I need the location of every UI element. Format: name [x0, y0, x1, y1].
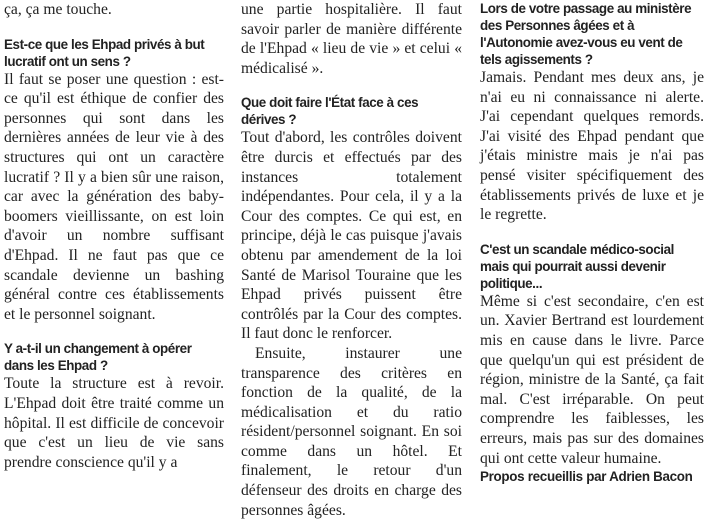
- question-political-scandal: C'est un scandale médico-social mais qui pourrait aussi devenir politique...: [480, 241, 674, 291]
- column-1: [4, 0, 224, 472]
- column-2: [241, 0, 462, 520]
- answer-private-ehpad: Il faut se poser une question : est-ce qu'il est éthique de confier des personnes qui sont dans les dernières années de leur vie à des structures qui ont un caractère lucratif ? Il y a bien sûr une raison, car avec la génération des baby-boomers vieillissante, on est loin d'avoir un nombre suffisant d'Ehpad. Il ne faut pas que ce scandale devienne un bashing général contre ces établissements et le personnel soignant.: [4, 70, 224, 323]
- column-3: [480, 0, 704, 485]
- question-change-ehpad: Y a-t-il un changement à opérer dans les Ehpad ?: [4, 341, 192, 374]
- question-ministry-knowledge: Lors de votre passage au ministère des Personnes âgées et à l'Autonomie avez-vous eu vent de tels agissements ?: [480, 1, 692, 67]
- answer-change-ehpad-continued: une partie hospitalière. Il faut savoir parler de manière différente de l'Ehpad « lieu de vie » et celui « médicalisé ».: [241, 1, 462, 77]
- intro-text: ça, ça me touche.: [4, 1, 112, 18]
- answer-change-ehpad: Toute la structure est à revoir. L'Ehpad doit être traité comme un hôpital. Il est difficile de concevoir que c'est un lieu de vie sans prendre conscience qu'il y a: [4, 375, 224, 471]
- author-signature: Propos recueillis par Adrien Bacon: [480, 469, 693, 485]
- answer-ministry-knowledge: Jamais. Pendant mes deux ans, je n'ai eu ni connaissance ni alerte. J'ai cependant quelques remords. J'ai visité des Ehpad pendant que j'étais ministre mais je n'ai pas pensé visiter spécifiquement des établissements privés de luxe et je le regrette.: [480, 69, 704, 224]
- question-private-ehpad: Est-ce que les Ehpad privés à but lucratif ont un sens ?: [4, 36, 205, 69]
- answer-state-action-second-paragraph: Ensuite, instaurer une transparence des critères en fonction de la qualité, de la médicalisation et du ratio résident/personnel soignant. En soi comme dans un hôtel. Et finalement, le retour d'un défenseur des droits en charge des personnes âgées.: [241, 344, 462, 519]
- question-state-action: Que doit faire l'État face à ces dérives ?: [241, 95, 419, 128]
- answer-political-scandal: Même si c'est secondaire, c'en est un. Xavier Bertrand est lourdement mis en cause dans le livre. Parce que quelqu'un qui est président de région, ministre de la Santé, ça fait mal. C'est irréparable. On peut comprendre les faiblesses, les erreurs, mais pas sur des domaines qui ont cette valeur humaine.: [480, 292, 704, 467]
- answer-state-action: Tout d'abord, les contrôles doivent être durcis et effectués par des instances totalement indépendantes. Pour cela, il y a la Cour des comptes. Ce qui est, en principe, déjà le cas puisque j'avais obtenu par amendement de la loi Santé de Marisol Touraine que les Ehpad privés puissent être contrôlés par la Cour des comptes. Il faut donc le renforcer.: [241, 129, 462, 343]
